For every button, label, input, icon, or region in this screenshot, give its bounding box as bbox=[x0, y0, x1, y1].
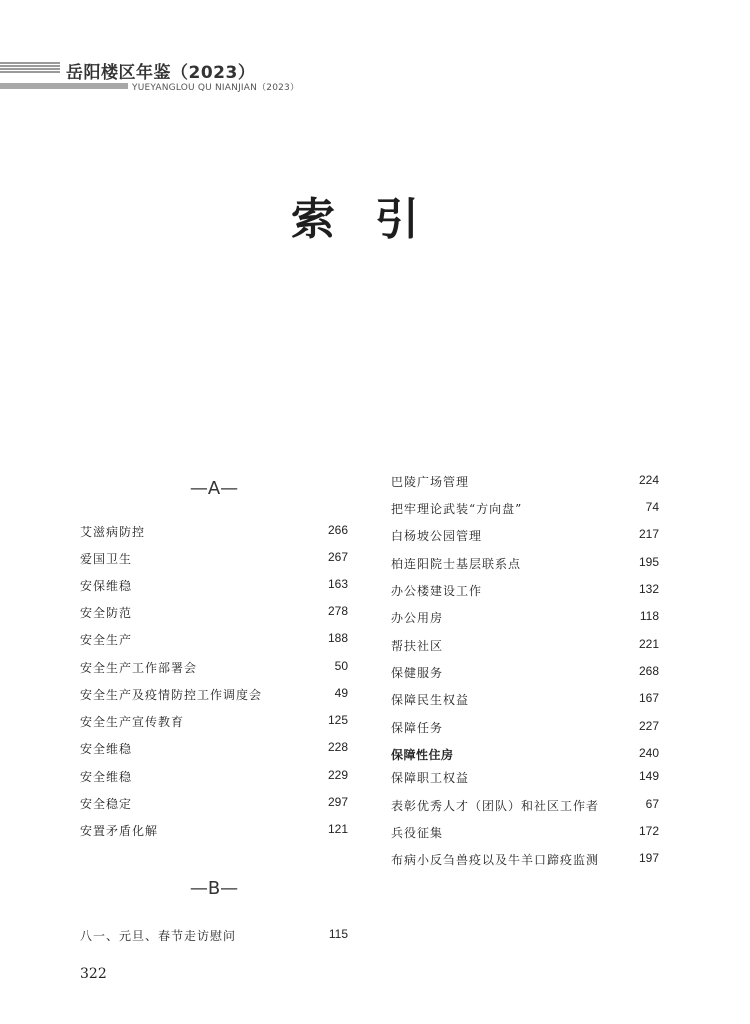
entry-term: 帮扶社区 bbox=[391, 639, 444, 653]
index-entry bbox=[80, 822, 348, 842]
index-entry bbox=[391, 527, 659, 547]
entry-page: 227 bbox=[638, 719, 659, 733]
page-number: 322 bbox=[80, 966, 107, 982]
entry-page: 228 bbox=[327, 740, 348, 754]
entry-term: 保障民生权益 bbox=[391, 693, 470, 707]
entry-page: 125 bbox=[327, 713, 348, 727]
entry-term: 安全防范 bbox=[80, 606, 133, 620]
index-entry bbox=[391, 719, 659, 739]
entry-page: 115 bbox=[328, 927, 348, 941]
entry-term: 柏连阳院士基层联系点 bbox=[391, 557, 522, 571]
entry-term: 八一、元旦、春节走访慰问 bbox=[80, 929, 237, 943]
index-entry bbox=[80, 550, 348, 570]
entry-term: 安全生产 bbox=[80, 633, 133, 647]
header-decor-lines bbox=[0, 62, 60, 76]
index-entry bbox=[391, 664, 659, 684]
entry-term: 白杨坡公园管理 bbox=[391, 529, 483, 543]
entry-page: 188 bbox=[327, 631, 348, 645]
entry-term: 办公用房 bbox=[391, 611, 444, 625]
entry-term: 安置矛盾化解 bbox=[80, 824, 159, 838]
index-entry bbox=[80, 604, 348, 624]
index-entry bbox=[80, 740, 348, 760]
index-entry bbox=[80, 927, 348, 947]
entry-term: 安全生产宣传教育 bbox=[80, 715, 185, 729]
entry-term: 艾滋病防控 bbox=[80, 525, 146, 539]
entry-page: 221 bbox=[638, 637, 659, 651]
entry-page: 74 bbox=[645, 500, 659, 514]
section-heading-b: —B— bbox=[189, 878, 239, 899]
index-entry bbox=[80, 523, 348, 543]
entry-term: 爱国卫生 bbox=[80, 552, 133, 566]
index-entry bbox=[80, 713, 348, 733]
header-decor-bar bbox=[0, 83, 128, 89]
entry-term: 保障性住房 bbox=[391, 748, 454, 762]
index-entry bbox=[80, 659, 348, 679]
entry-page: 224 bbox=[638, 473, 659, 487]
entry-term: 兵役征集 bbox=[391, 826, 444, 840]
entry-page: 240 bbox=[638, 746, 659, 760]
entry-term: 办公楼建设工作 bbox=[391, 584, 483, 598]
entry-page: 278 bbox=[327, 604, 348, 618]
entry-page: 167 bbox=[638, 691, 659, 705]
entry-page: 229 bbox=[327, 768, 348, 782]
entry-page: 297 bbox=[327, 795, 348, 809]
entry-term: 安全维稳 bbox=[80, 770, 133, 784]
index-entry bbox=[80, 631, 348, 651]
entry-term: 安全生产工作部署会 bbox=[80, 661, 198, 675]
entry-page: 149 bbox=[638, 769, 659, 783]
book-title: 岳阳楼区年鉴（2023） bbox=[66, 63, 256, 83]
entry-page: 121 bbox=[327, 822, 348, 836]
entry-page: 163 bbox=[327, 577, 348, 591]
entry-term: 表彰优秀人才（团队）和社区工作者 bbox=[391, 799, 600, 813]
index-entry bbox=[391, 797, 659, 817]
index-entry bbox=[80, 795, 348, 815]
index-entry bbox=[391, 691, 659, 711]
entry-page: 118 bbox=[639, 609, 659, 623]
index-entry bbox=[391, 582, 659, 602]
index-entry bbox=[391, 609, 659, 629]
index-entry bbox=[80, 686, 348, 706]
entry-page: 50 bbox=[334, 659, 348, 673]
entry-term: 布病小反刍兽疫以及牛羊口蹄疫监测 bbox=[391, 853, 600, 867]
book-subtitle: YUEYANGLOU QU NIANJIAN（2023） bbox=[132, 83, 300, 93]
entry-page: 67 bbox=[645, 797, 659, 811]
entry-term: 保障职工权益 bbox=[391, 771, 470, 785]
entry-term: 保障任务 bbox=[391, 721, 444, 735]
index-entry bbox=[391, 746, 659, 766]
entry-page: 49 bbox=[334, 686, 348, 700]
index-entry bbox=[391, 555, 659, 575]
index-entry bbox=[391, 769, 659, 789]
entry-page: 195 bbox=[638, 555, 659, 569]
entry-page: 267 bbox=[327, 550, 348, 564]
entry-page: 217 bbox=[638, 527, 659, 541]
entry-term: 安全稳定 bbox=[80, 797, 133, 811]
entry-page: 266 bbox=[327, 523, 348, 537]
index-entry bbox=[391, 637, 659, 657]
index-entry bbox=[391, 473, 659, 493]
index-entry bbox=[391, 824, 659, 844]
index-entry bbox=[391, 851, 659, 871]
index-entry bbox=[80, 768, 348, 788]
entry-term: 安全维稳 bbox=[80, 742, 133, 756]
entry-term: 安全生产及疫情防控工作调度会 bbox=[80, 688, 263, 702]
entry-term: 保健服务 bbox=[391, 666, 444, 680]
index-entry bbox=[80, 577, 348, 597]
entry-page: 172 bbox=[638, 824, 659, 838]
entry-term: 把牢理论武装“方向盘” bbox=[391, 502, 523, 516]
entry-page: 197 bbox=[638, 851, 659, 865]
entry-page: 132 bbox=[638, 582, 659, 596]
entry-term: 巴陵广场管理 bbox=[391, 475, 470, 489]
page-title: 索引 bbox=[291, 194, 459, 245]
index-entry bbox=[391, 500, 659, 520]
entry-page: 268 bbox=[638, 664, 659, 678]
entry-term: 安保维稳 bbox=[80, 579, 133, 593]
section-heading-a: —A— bbox=[189, 478, 239, 499]
